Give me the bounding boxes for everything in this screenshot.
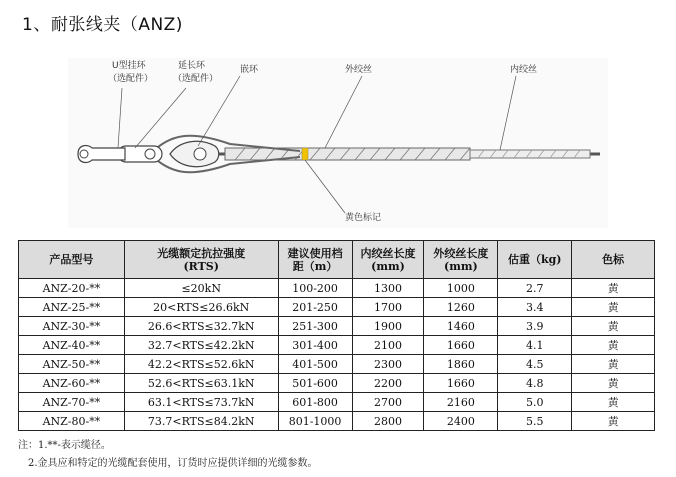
label-extension-ring-note: （选配件） — [173, 74, 219, 84]
outer-wire-body — [225, 148, 470, 160]
header-rts: 光缆额定抗拉强度 (RTS) — [124, 241, 278, 279]
header-inner-length: 内绞丝长度 (mm) — [352, 241, 424, 279]
label-u-shackle: U型挂环 — [112, 61, 146, 71]
note-2: 2.金具应和特定的光缆配套使用，订货时应提供详细的光缆参数。 — [28, 458, 318, 469]
label-extension-ring: 延长环 — [178, 61, 206, 71]
table-row: ANZ-30-** 26.6<RTS≤32.7kN 251-300 1900 1460 3.9 黄 — [19, 317, 655, 336]
label-outer-wire: 外绞丝 — [345, 65, 373, 75]
header-color: 色标 — [572, 241, 655, 279]
table-row: ANZ-70-** 63.1<RTS≤73.7kN 601-800 2700 2160 5.0 黄 — [19, 393, 655, 412]
table-row: ANZ-60-** 52.6<RTS≤63.1kN 501-600 2200 1660 4.8 黄 — [19, 374, 655, 393]
yellow-mark-shape — [302, 148, 308, 160]
header-span: 建议使用档 距（m） — [278, 241, 352, 279]
tension-clamp-diagram — [0, 48, 676, 232]
table-row: ANZ-40-** 32.7<RTS≤42.2kN 301-400 2100 1660 4.1 黄 — [19, 336, 655, 355]
table-row: ANZ-50-** 42.2<RTS≤52.6kN 401-500 2300 1860 4.5 黄 — [19, 355, 655, 374]
label-inner-wire: 内绞丝 — [510, 65, 538, 75]
table-row: ANZ-20-** ≤20kN 100-200 1300 1000 2.7 黄 — [19, 279, 655, 298]
table-row: ANZ-80-** 73.7<RTS≤84.2kN 801-1000 2800 2400 5.5 黄 — [19, 412, 655, 431]
label-yellow-mark: 黄色标记 — [345, 213, 382, 223]
table-header-row — [19, 241, 655, 279]
label-u-shackle-note: （选配件） — [108, 74, 154, 84]
note-1: 注：1.**-表示缆径。 — [18, 440, 111, 451]
header-outer-length: 外绞丝长度 (mm) — [424, 241, 498, 279]
label-thimble: 嵌环 — [240, 65, 259, 75]
extension-ring-pin — [145, 149, 155, 159]
table-row: ANZ-25-** 20<RTS≤26.6kN 201-250 1700 1260 3.4 黄 — [19, 298, 655, 317]
header-weight: 估重（kg) — [498, 241, 572, 279]
thimble-hole — [194, 148, 206, 160]
notes — [18, 437, 318, 473]
u-shackle-hole — [80, 150, 88, 158]
header-model: 产品型号 — [19, 241, 125, 279]
page-title: 1、耐张线夹（ANZ) — [22, 15, 183, 35]
inner-wire-body — [470, 150, 590, 158]
spec-table — [18, 240, 655, 431]
